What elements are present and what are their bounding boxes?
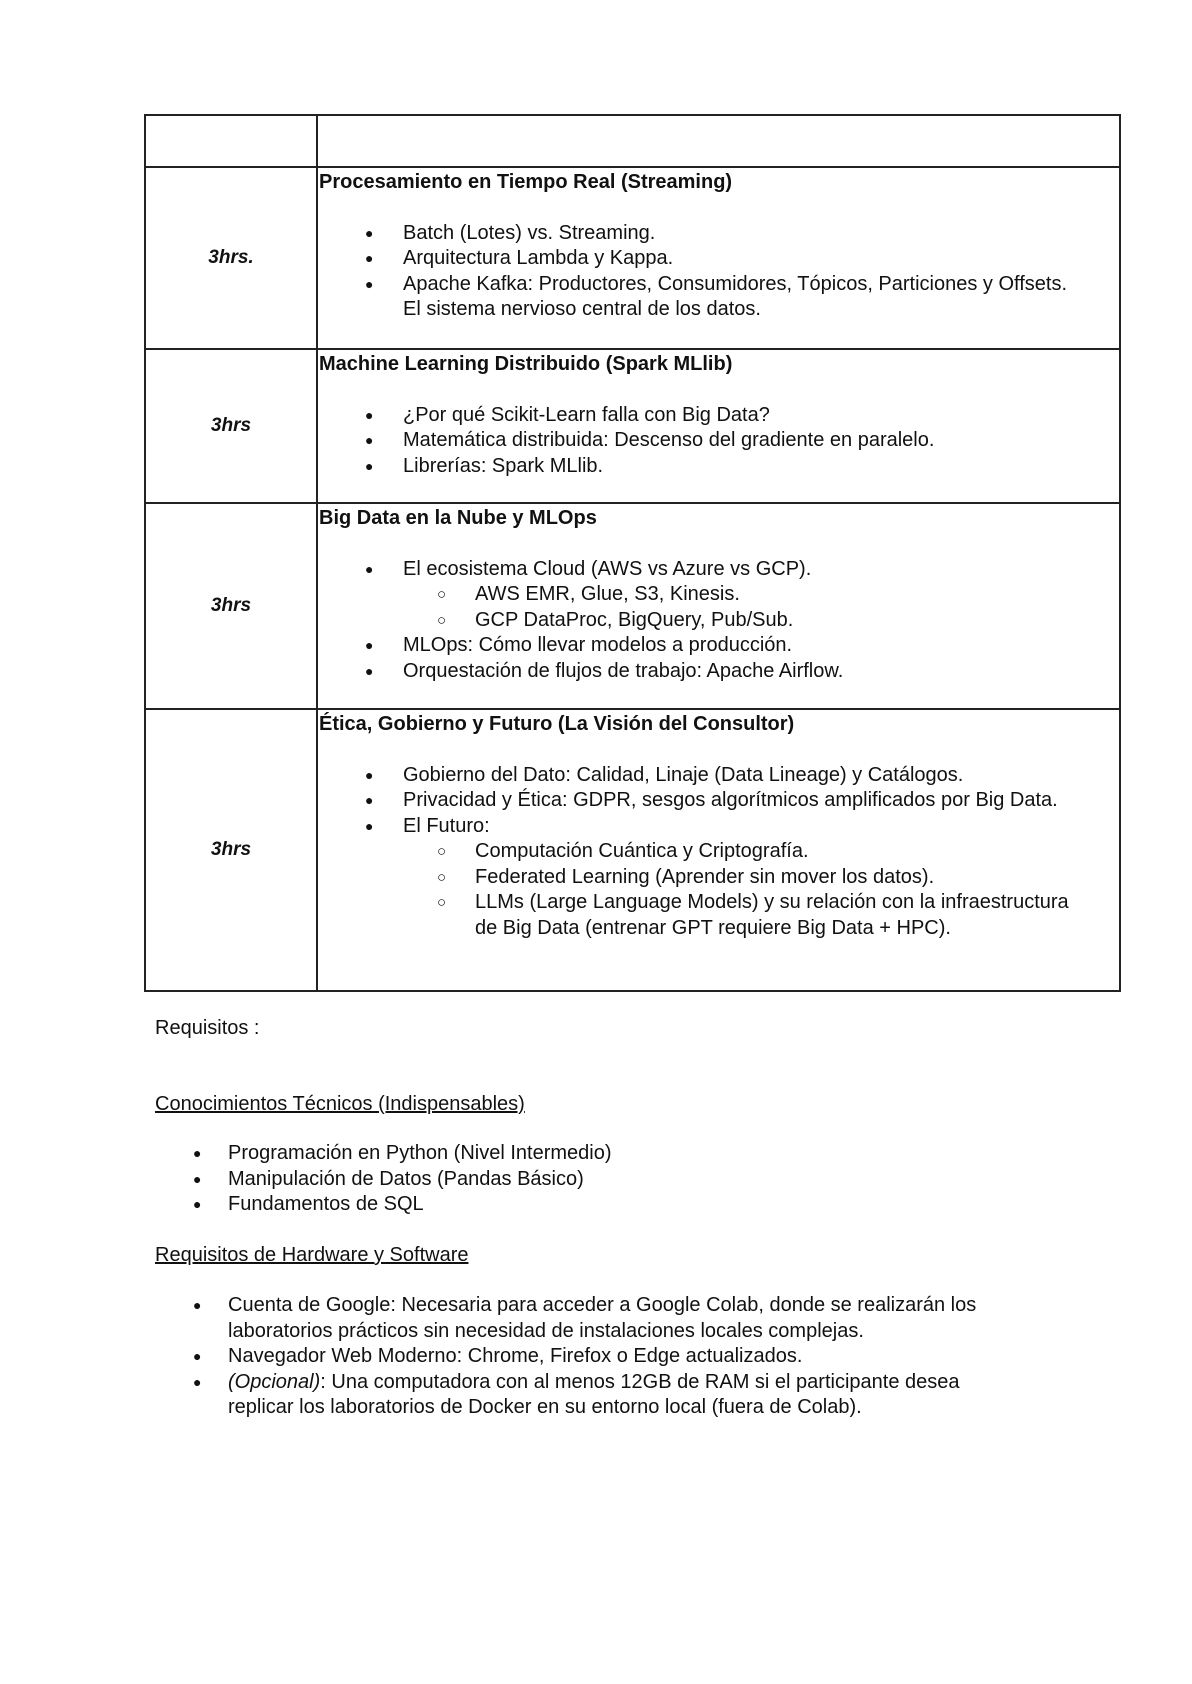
sub-list-item: ○ LLMs (Large Language Models) y su relación con la infraestructura de Big Data (entrenar GPT requiere Big Data + HPC). [319,890,1089,941]
list-item: ● El Futuro: [319,814,1089,840]
list-item: ● MLOps: Cómo llevar modelos a producción. [319,633,1089,659]
list-item: ● Librerías: Spark MLlib. [319,454,1089,480]
topic-cell [317,503,1120,709]
topic-cell [317,349,1120,503]
technical-knowledge-title: Conocimientos Técnicos (Indispensables) [155,1093,525,1115]
list-item: ● Apache Kafka: Productores, Consumidores, Tópicos, Particiones y Offsets. El sistema nervioso central de los datos. [319,272,1089,323]
table-row [145,503,1120,709]
requirements-heading: Requisitos : [155,1017,260,1039]
list-item: ● El ecosistema Cloud (AWS vs Azure vs GCP). [319,557,1089,583]
table-row [145,167,1120,349]
sub-list-item: ○ Federated Learning (Aprender sin mover los datos). [319,865,1089,891]
table-row [145,709,1120,991]
topic-title: Ética, Gobierno y Futuro (La Visión del Consultor) [319,713,795,735]
list-item: ● (Opcional): Una computadora con al menos 12GB de RAM si el participante desea replicar los laboratorios de Docker en su entorno local (fuera de Colab). [155,1370,985,1421]
duration-cell: 3hrs. [145,167,317,349]
list-item: ● Programación en Python (Nivel Intermedio) [155,1141,1055,1167]
list-item: ● Privacidad y Ética: GDPR, sesgos algorítmicos amplificados por Big Data. [319,788,1089,814]
topic-list [319,763,1089,942]
sub-list-item: ○ AWS EMR, Glue, S3, Kinesis. [319,582,1089,608]
hardware-software-title: Requisitos de Hardware y Software [155,1244,469,1266]
duration-cell: 3hrs [145,709,317,991]
topic-list [319,557,1089,685]
duration-cell: 3hrs [145,503,317,709]
topic-cell [317,115,1120,167]
duration-cell: 3hrs [145,349,317,503]
list-item: ● Cuenta de Google: Necesaria para acceder a Google Colab, donde se realizarán los laboratorios prácticos sin necesidad de instalaciones locales complejas. [155,1293,985,1344]
technical-list [155,1141,1055,1218]
sub-list-item: ○ GCP DataProc, BigQuery, Pub/Sub. [319,608,1089,634]
sub-list-item: ○ Computación Cuántica y Criptografía. [319,839,1089,865]
list-item: ● Manipulación de Datos (Pandas Básico) [155,1167,1055,1193]
list-item: ● Fundamentos de SQL [155,1192,1055,1218]
table-row [145,115,1120,167]
list-item: ● Navegador Web Moderno: Chrome, Firefox o Edge actualizados. [155,1344,985,1370]
list-item: ● Orquestación de flujos de trabajo: Apache Airflow. [319,659,1089,685]
list-item: ● ¿Por qué Scikit-Learn falla con Big Data? [319,403,1089,429]
list-item: ● Gobierno del Dato: Calidad, Linaje (Data Lineage) y Catálogos. [319,763,1089,789]
topic-title: Big Data en la Nube y MLOps [319,507,597,529]
table-row [145,349,1120,503]
topic-title: Machine Learning Distribuido (Spark MLlib) [319,353,733,375]
topic-cell [317,709,1120,991]
list-item: ● Arquitectura Lambda y Kappa. [319,246,1089,272]
course-schedule-table [144,114,1121,992]
hardware-list [155,1293,985,1421]
topic-title: Procesamiento en Tiempo Real (Streaming) [319,171,733,193]
topic-cell [317,167,1120,349]
topic-list [319,221,1089,323]
list-item: ● Matemática distribuida: Descenso del gradiente en paralelo. [319,428,1089,454]
list-item: ● Batch (Lotes) vs. Streaming. [319,221,1089,247]
topic-list [319,403,1089,480]
duration-cell [145,115,317,167]
